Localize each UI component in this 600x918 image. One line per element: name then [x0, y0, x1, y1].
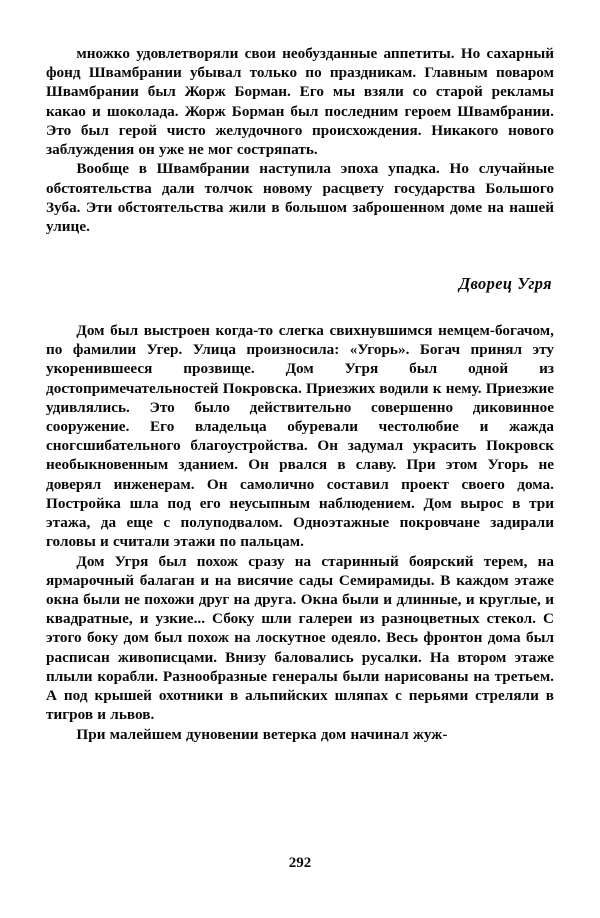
- spacer: [46, 295, 554, 321]
- page-number: 292: [288, 855, 312, 871]
- paragraph: Дом Угря был похож сразу на старинный боярский терем, на ярмарочный балаган и на висячие сады Семирамиды. В каждом этаже окна были не похожи друг на друга. Окна были и длинные, и круглые, и квадратные, и узкие... Сбоку шли галереи из разноцветных стекол. С этого боку дом был похож на лоскутное одеяло. Весь фронтон дома был расписан живописцами. Внизу баловались русалки. На втором этаже плыли корабли. Разнообразные генералы были нарисованы на третьем. А под крышей охотники в альпийских шляпах с перьями стреляли в тигров и львов.: [46, 552, 554, 724]
- paragraph: множко удовлетворяли свои необузданные аппетиты. Но сахарный фонд Швамбрании убывал только по праздникам. Главным поваром Швамбрании был Жорж Борман. Его мы взяли со старой рекламы какао и шоколада. Жорж Борман был последним героем Швамбрании. Это был герой чисто желудочного происхождения. Никакого нового заблуждения он уже не мог состряпать.: [46, 45, 554, 159]
- paragraph: Вообще в Швамбрании наступила эпоха упадка. Но случайные обстоятельства дали толчок новому расцвету государства Большого Зуба. Эти обстоятельства жили в большом заброшенном доме на нашей улице.: [46, 160, 554, 235]
- section-title: Дворец Угря: [458, 274, 552, 294]
- page-body: [46, 44, 554, 744]
- paragraph-continued: При малейшем дуновении ветерка дом начинал жуж-: [76, 725, 448, 743]
- paragraph: Дом был выстроен когда-то слегка свихнувшимся немцем-богачом, по фамилии Угер. Улица произносила: «Угорь». Богач принял эту укоренившееся прозвище. Дом Угря был одной из достопримечательностей Покровска. Приезжих водили к нему. Приезжие удивлялись. Это было действительно совершенно диковинное сооружение. Его владельца обуревали честолюбие и жажда сногсшибательного благоустройства. Он задумал украсить Покровск необыкновенным зданием. Он рвался в славу. При этом Угорь не доверял инженерам. Он самолично составил проект своего дома. Постройка шла под его неусыпным наблюдением. Дом вырос в три этажа, да еще с полуподвалом. Одноэтажные покровчане задирали головы и считали этажи по пальцам.: [46, 321, 554, 551]
